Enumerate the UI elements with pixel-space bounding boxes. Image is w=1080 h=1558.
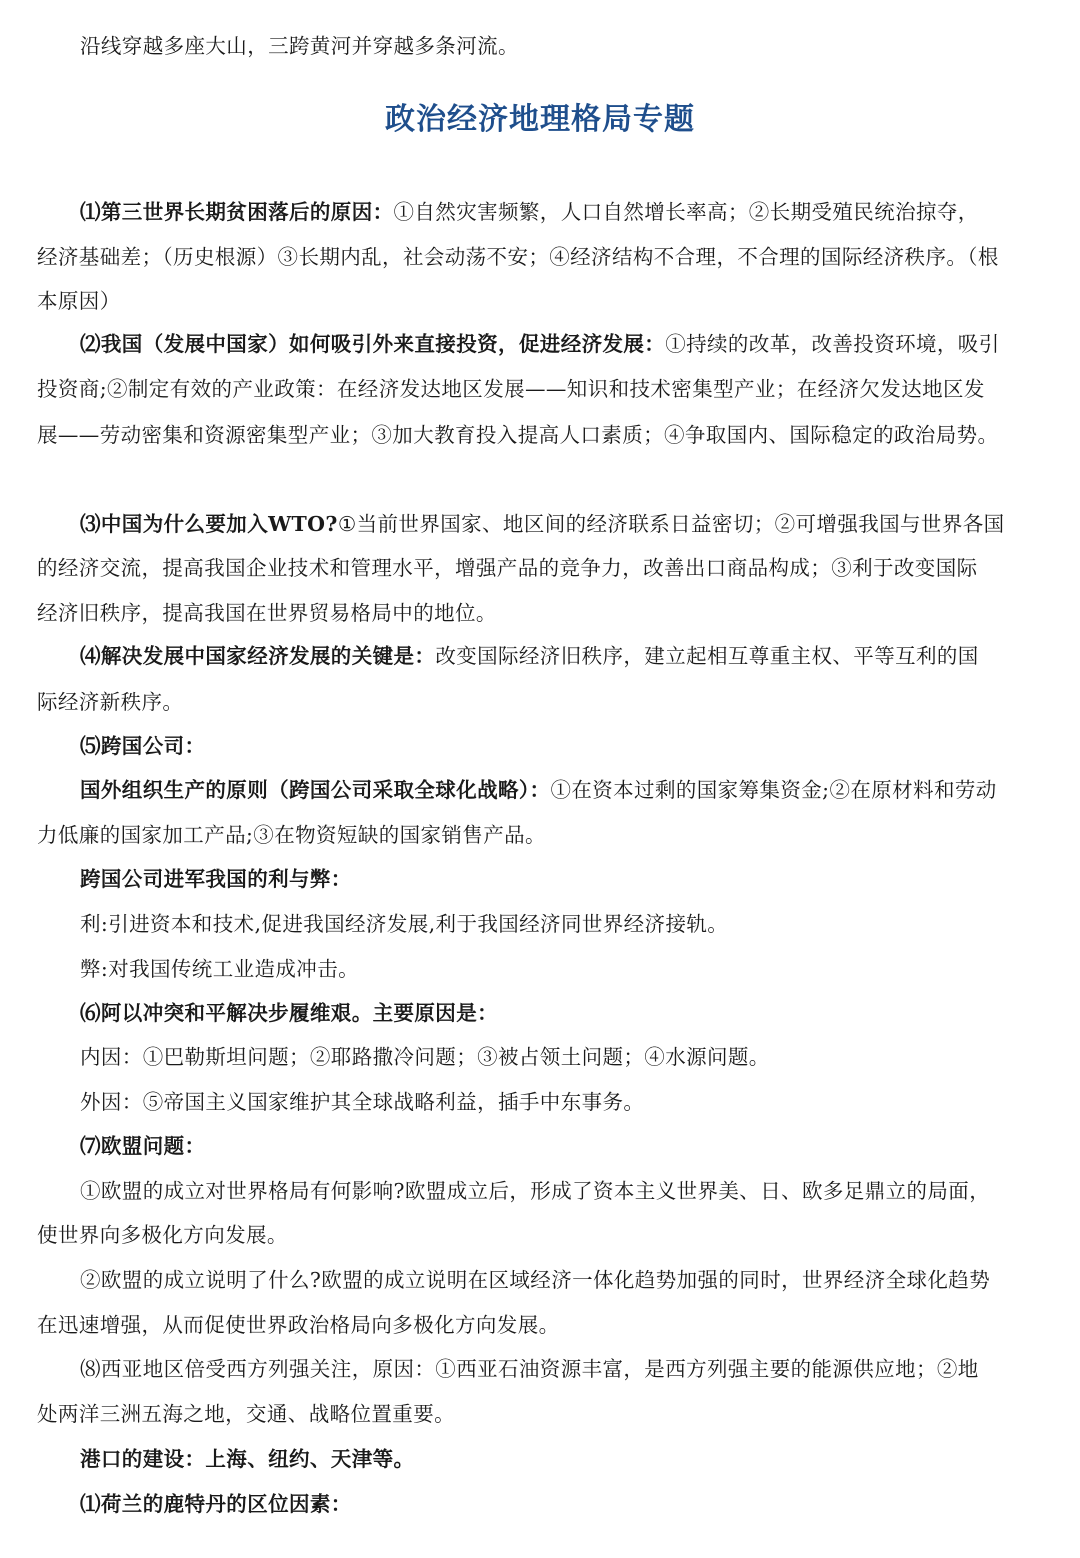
- p3-line-3: 经济旧秩序，提高我国在世界贸易格局中的地位。: [37, 601, 497, 625]
- p1-text-1: ①自然灾害频繁，人口自然增长率高；②长期受殖民统治掠夺，: [393, 200, 979, 224]
- p2-text-1: ①持续的改革，改善投资环境，吸引: [665, 332, 1000, 356]
- p8-line-1: ⑻西亚地区倍受西方列强关注，原因：①西亚石油资源丰富，是西方列强主要的能源供应地；②地: [80, 1357, 979, 1381]
- p5-con: 弊:对我国传统工业造成冲击。: [80, 957, 360, 981]
- p6-internal: 内因：①巴勒斯坦问题；②耶路撒冷问题；③被占领土问题；④水源问题。: [80, 1045, 770, 1069]
- p3-heading: ⑶中国为什么要加入WTO?: [80, 512, 338, 536]
- p5-heading: ⑸跨国公司：: [80, 734, 206, 758]
- p6-external: 外因：⑤帝国主义国家维护其全球战略利益，插手中东事务。: [80, 1090, 645, 1114]
- p2-line-1: [80, 329, 1060, 359]
- p6-heading: ⑹阿以冲突和平解决步履维艰。主要原因是：: [80, 1001, 498, 1025]
- p5-sub1-text-1: ①在资本过剩的国家筹集资金;②在原材料和劳动: [550, 778, 997, 802]
- p7-heading: ⑺欧盟问题：: [80, 1134, 206, 1158]
- p7-b-line-1: ②欧盟的成立说明了什么?欧盟的成立说明在区域经济一体化趋势加强的同时，世界经济全球化趋势: [80, 1268, 991, 1292]
- p3-line-1: [80, 509, 1060, 539]
- page-title: 政治经济地理格局专题: [385, 102, 695, 137]
- p4-line-2: 际经济新秩序。: [37, 690, 184, 714]
- p3-line-2: 的经济交流，提高我国企业技术和管理水平，增强产品的竞争力，改善出口商品构成；③利于改变国际: [37, 556, 978, 580]
- intro-line: 沿线穿越多座大山，三跨黄河并穿越多条河流。: [80, 34, 519, 58]
- p5-sub1-line-1: [80, 775, 1060, 805]
- p3-text-1: ①当前世界国家、地区间的经济联系日益密切；②可增强我国与世界各国: [337, 512, 1005, 536]
- p1-line-3: 本原因）: [37, 289, 121, 313]
- p4-heading: ⑷解决发展中国家经济发展的关键是：: [80, 644, 436, 668]
- p5-sub1-line-2: 力低廉的国家加工产品;③在物资短缺的国家销售产品。: [37, 823, 546, 847]
- p7-a-line-1: ①欧盟的成立对世界格局有何影响?欧盟成立后，形成了资本主义世界美、日、欧多足鼎立的局面，: [80, 1179, 991, 1203]
- p1-line-1: [80, 197, 1060, 227]
- p4-line-1: [80, 641, 1060, 671]
- p7-b-line-2: 在迅速增强，从而促使世界政治格局向多极化方向发展。: [37, 1313, 560, 1337]
- p7-a-line-2: 使世界向多极化方向发展。: [37, 1223, 288, 1247]
- p5-sub1-heading: 国外组织生产的原则（跨国公司采取全球化战略）：: [80, 778, 551, 802]
- p4-text-1: 改变国际经济旧秩序，建立起相互尊重主权、平等互利的国: [435, 644, 979, 668]
- p1-heading: ⑴第三世界长期贫困落后的原因：: [80, 200, 394, 224]
- p5-sub2-heading: 跨国公司进军我国的利与弊：: [80, 867, 352, 891]
- p2-line-2: 投资商;②制定有效的产业政策：在经济发达地区发展——知识和技术密集型产业；在经济欠发达地区发: [37, 377, 985, 401]
- ports-heading: 港口的建设：上海、纽约、天津等。: [80, 1447, 415, 1471]
- p5-pro: 利:引进资本和技术,促进我国经济发展,利于我国经济同世界经济接轨。: [80, 912, 729, 936]
- p2-heading: ⑵我国（发展中国家）如何吸引外来直接投资，促进经济发展：: [80, 332, 666, 356]
- rotterdam-heading: ⑴荷兰的鹿特丹的区位因素：: [80, 1492, 352, 1516]
- p1-line-2: 经济基础差；（历史根源）③长期内乱，社会动荡不安；④经济结构不合理，不合理的国际经济秩序。（根: [37, 245, 999, 269]
- p8-line-2: 处两洋三洲五海之地，交通、战略位置重要。: [37, 1402, 455, 1426]
- p2-line-3: 展——劳动密集和资源密集型产业；③加大教育投入提高人口素质；④争取国内、国际稳定的政治局势。: [37, 423, 999, 447]
